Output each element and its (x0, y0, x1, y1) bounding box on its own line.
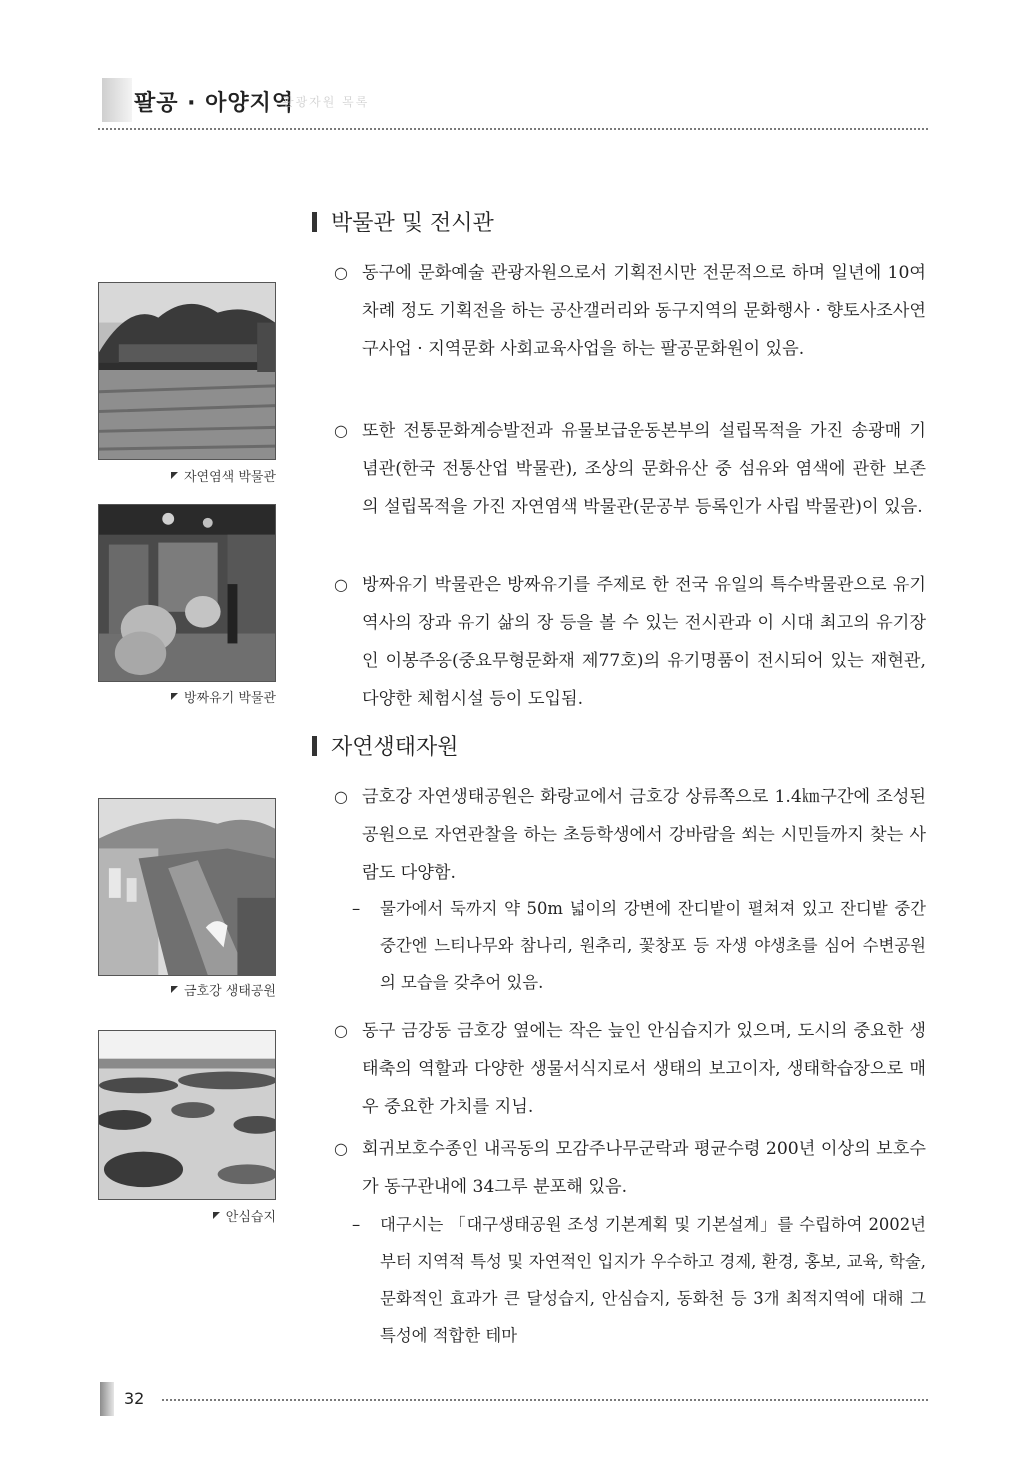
section-heading-text: 자연생태자원 (331, 735, 459, 760)
dash-icon: – (352, 899, 361, 918)
photo-bangjja-yugi-museum (98, 504, 276, 682)
header-subtitle: 관광자원 목록 (282, 95, 370, 109)
photo-geumhogang-eco-park (98, 798, 276, 976)
photo-caption (98, 980, 276, 999)
dash-icon: – (352, 1215, 361, 1234)
bullet-circle-icon: ○ (334, 263, 348, 282)
photo-caption (98, 687, 276, 706)
header-title: 팔공 · 아양지역 (134, 91, 295, 116)
footer-dotted-rule (162, 1399, 928, 1401)
photo-natural-dye-museum (98, 282, 276, 460)
photo-caption (98, 466, 276, 485)
caption-triangle-icon (171, 472, 178, 479)
bullet-item (334, 412, 926, 526)
caption-text: 안심습지 (225, 1210, 276, 1225)
bullet-item (334, 1130, 926, 1206)
photo-wetland-icon (99, 1031, 275, 1199)
bullet-text: 동구 금강동 금호강 옆에는 작은 늪인 안심습지가 있으며, 도시의 중요한 생태축의 역할과 다양한 생물서식지로서 생태의 보고이자, 생태학습장으로 매우 중요한 가치를 지님. (362, 1021, 926, 1117)
bullet-item (334, 778, 926, 892)
section-heading-text: 박물관 및 전시관 (331, 211, 494, 236)
photo-caption (98, 1206, 276, 1225)
heading-bar-icon (312, 212, 317, 232)
dash-item (352, 890, 926, 1001)
caption-text: 방짜유기 박물관 (183, 691, 276, 706)
photo-ansim-wetland (98, 1030, 276, 1200)
bullet-text: 또한 전통문화계승발전과 유물보급운동본부의 설립목적을 가진 송광매 기념관(한국 전통산업 박물관), 조상의 문화유산 중 섬유와 염색에 관한 보존의 설립목적을 가진 자연염색 박물관(문공부 등록인가 사립 박물관)이 있음. (362, 421, 926, 517)
caption-text: 금호강 생태공원 (183, 984, 276, 999)
section-heading-museums (312, 206, 494, 237)
photo-river-park-icon (99, 799, 275, 975)
bullet-text: 금호강 자연생태공원은 화랑교에서 금호강 상류쪽으로 1.4㎞구간에 조성된 공원으로 자연관찰을 하는 초등학생에서 강바람을 쐬는 시민들까지 찾는 사람도 다양함. (362, 787, 926, 883)
bullet-text: 회귀보호수종인 내곡동의 모감주나무군락과 평균수령 200년 이상의 보호수가 동구관내에 34그루 분포해 있음. (362, 1139, 926, 1197)
header-tab-decoration (102, 78, 132, 122)
bullet-item (334, 1012, 926, 1126)
page-header (98, 74, 928, 132)
bullet-circle-icon: ○ (334, 787, 348, 806)
bullet-item (334, 254, 926, 368)
bullet-circle-icon: ○ (334, 575, 348, 594)
bullet-item (334, 566, 926, 718)
caption-triangle-icon (213, 1212, 220, 1219)
photo-building-field-icon (99, 283, 275, 459)
bullet-text: 방짜유기 박물관은 방짜유기를 주제로 한 전국 유일의 특수박물관으로 유기 역사의 장과 유기 삶의 장 등을 볼 수 있는 전시관과 이 시대 최고의 유기장인 이봉주옹(중요무형문화재 제77호)의 유기명품이 전시되어 있는 재현관, 다양한 체험시설 등이 도입됨. (362, 575, 926, 709)
dash-item (352, 1206, 926, 1354)
bullet-circle-icon: ○ (334, 1021, 348, 1040)
bullet-circle-icon: ○ (334, 421, 348, 440)
bullet-circle-icon: ○ (334, 1139, 348, 1158)
caption-text: 자연염색 박물관 (183, 470, 276, 485)
footer-tab-decoration (100, 1382, 114, 1416)
heading-bar-icon (312, 736, 317, 756)
page-number: 32 (124, 1389, 145, 1408)
header-dotted-rule (98, 128, 928, 130)
section-heading-eco-resources (312, 730, 459, 761)
photo-exhibition-hall-icon (99, 505, 275, 681)
caption-triangle-icon (171, 693, 178, 700)
dash-text: 대구시는 「대구생태공원 조성 기본계획 및 기본설계」를 수립하여 2002년부터 지역적 특성 및 자연적인 입지가 우수하고 경제, 환경, 홍보, 교육, 학술, 문화적인 효과가 큰 달성습지, 안심습지, 동화천 등 3개 최적지역에 대해 그 특성에 적합한 테마 (380, 1215, 926, 1345)
dash-text: 물가에서 둑까지 약 50m 넓이의 강변에 잔디밭이 펼쳐져 있고 잔디밭 중간 중간엔 느티나무와 참나리, 원추리, 꽃창포 등 자생 야생초를 심어 수변공원의 모습을 갖추어 있음. (380, 899, 926, 992)
page-footer (100, 1382, 928, 1416)
bullet-text: 동구에 문화예술 관광자원으로서 기획전시만 전문적으로 하며 일년에 10여 차례 정도 기획전을 하는 공산갤러리와 동구지역의 문화행사 · 향토사조사연구사업 · 지역문화 사회교육사업을 하는 팔공문화원이 있음. (362, 263, 926, 359)
caption-triangle-icon (171, 986, 178, 993)
